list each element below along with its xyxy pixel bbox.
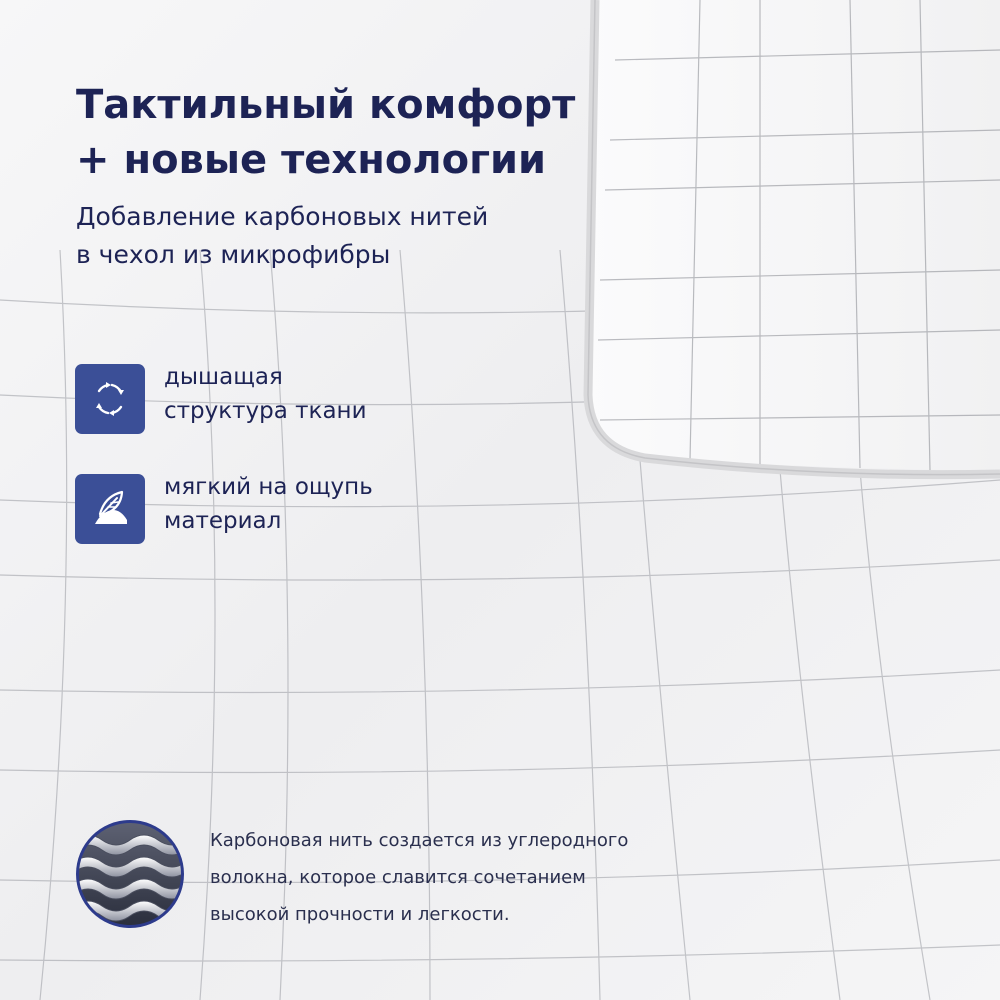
note-line-3: высокой прочности и легкости. bbox=[210, 904, 510, 925]
feature-line-2: структура ткани bbox=[164, 398, 367, 424]
headline-line-2: + новые технологии bbox=[76, 137, 547, 183]
feature-icon-box bbox=[75, 364, 145, 434]
headline bbox=[76, 78, 575, 188]
carbon-fiber-icon bbox=[74, 818, 186, 930]
breathable-arrows-icon bbox=[75, 364, 145, 434]
subtitle bbox=[76, 198, 488, 274]
subtitle-line-2: в чехол из микрофибры bbox=[76, 240, 391, 269]
feature-label bbox=[164, 470, 373, 538]
carbon-fiber-note bbox=[210, 822, 628, 933]
note-line-2: волокна, которое славится сочетанием bbox=[210, 867, 586, 888]
feature-line-2: материал bbox=[164, 508, 282, 534]
feature-line-1: дышащая bbox=[164, 364, 283, 390]
feature-icon-box bbox=[75, 474, 145, 544]
note-line-1: Карбоновая нить создается из углеродного bbox=[210, 830, 629, 851]
subtitle-line-1: Добавление карбоновых нитей bbox=[76, 202, 489, 231]
feather-icon bbox=[75, 474, 145, 544]
feature-label bbox=[164, 360, 367, 428]
feature-line-1: мягкий на ощупь bbox=[164, 474, 373, 500]
headline-line-1: Тактильный комфорт bbox=[76, 82, 576, 128]
